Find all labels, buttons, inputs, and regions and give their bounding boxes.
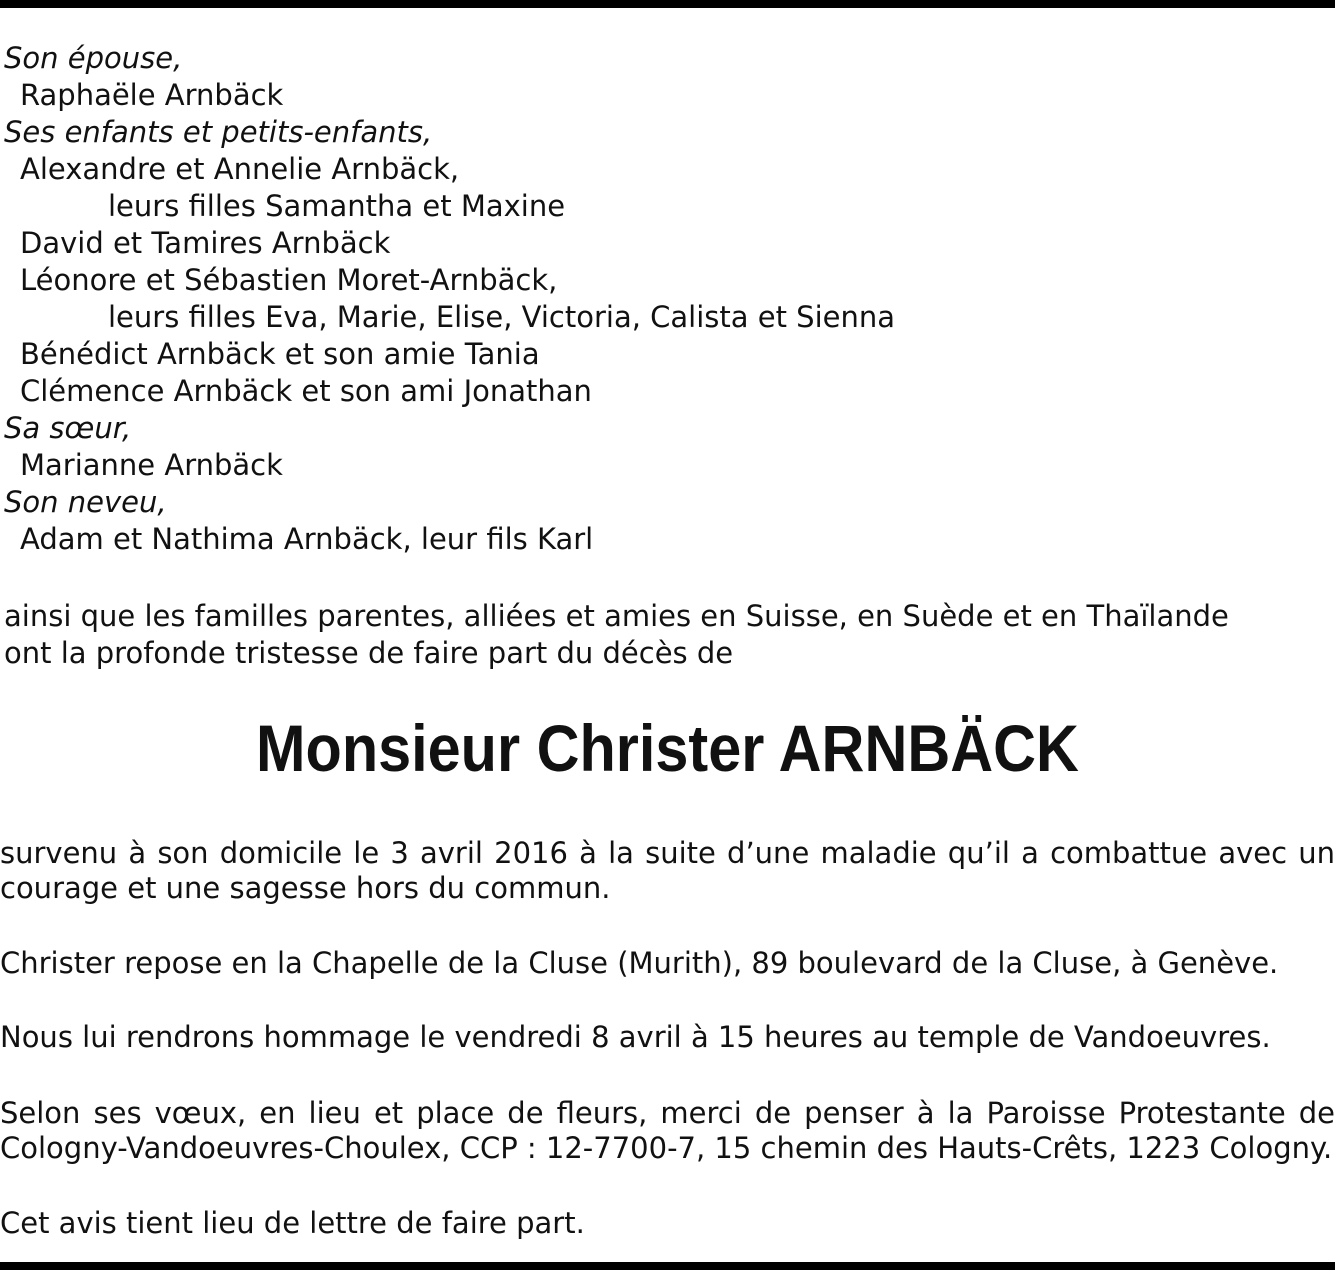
closing-paragraph: Cet avis tient lieu de lettre de faire part. (0, 1206, 585, 1240)
family-member: Clémence Arnbäck et son ami Jonathan (20, 374, 592, 408)
repose-paragraph: Christer repose en la Chapelle de la Cluse (Murith), 89 boulevard de la Cluse, à Genève. (0, 946, 1279, 980)
bottom-border-rule (0, 1262, 1335, 1270)
announcement-intro (4, 598, 1324, 672)
family-member: Adam et Nathima Arnbäck, leur fils Karl (20, 522, 594, 556)
deceased-name-heading: Monsieur Christer ARNBÄCK (256, 711, 1079, 785)
family-member: Raphaële Arnbäck (20, 78, 284, 112)
family-member: Léonore et Sébastien Moret-Arnbäck, (20, 263, 558, 297)
family-member: David et Tamires Arnbäck (20, 226, 391, 260)
death-paragraph: survenu à son domicile le 3 avril 2016 à la suite d’une maladie qu’il a combattue avec un courage et une sagesse hors du commun. (0, 836, 1335, 905)
top-border-rule (0, 0, 1335, 8)
intro-line: ont la profonde tristesse de faire part du décès de (4, 636, 734, 670)
relation-label: Son épouse, (4, 41, 183, 75)
relation-label: Sa sœur, (4, 411, 132, 445)
relation-label: Ses enfants et petits-enfants, (4, 115, 433, 149)
family-member-children: leurs filles Eva, Marie, Elise, Victoria, Calista et Sienna (108, 300, 896, 334)
family-member: Alexandre et Annelie Arnbäck, (20, 152, 460, 186)
tribute-paragraph: Nous lui rendrons hommage le vendredi 8 avril à 15 heures au temple de Vandoeuvres. (0, 1020, 1271, 1054)
wishes-paragraph: Selon ses vœux, en lieu et place de fleurs, merci de penser à la Paroisse Protestante de Cologny-Vandoeuvres-Choulex, CCP : 12-7700-7, 15 chemin des Hauts-Crêts, 1223 Cologny. (0, 1096, 1335, 1165)
family-member: Bénédict Arnbäck et son amie Tania (20, 337, 540, 371)
family-list (4, 40, 1324, 558)
family-member-children: leurs filles Samantha et Maxine (108, 189, 566, 223)
family-member: Marianne Arnbäck (20, 448, 283, 482)
relation-label: Son neveu, (4, 485, 167, 519)
intro-line: ainsi que les familles parentes, alliées et amies en Suisse, en Suède et en Thaïlande (4, 599, 1229, 633)
